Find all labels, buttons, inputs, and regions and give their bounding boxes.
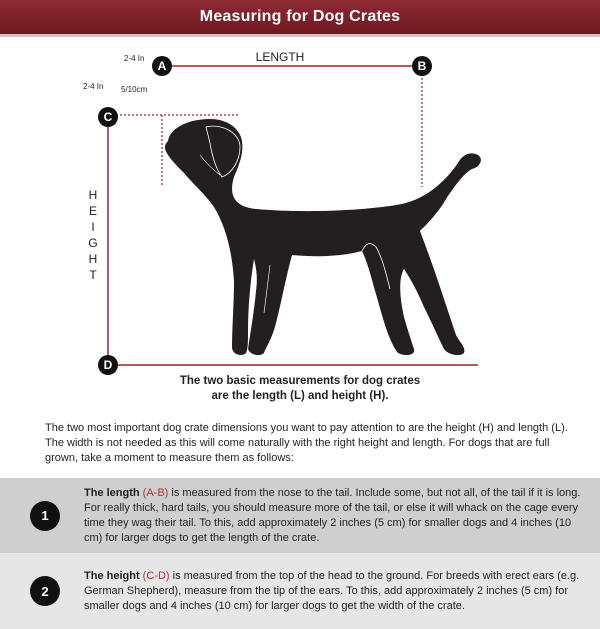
height-letter: I <box>91 220 95 234</box>
point-b-label: B <box>417 59 427 73</box>
point-a-marker <box>152 56 172 76</box>
height-letter: G <box>88 236 98 250</box>
offset-c-in-label: 2-4 In <box>83 82 104 91</box>
offset-a-label: 2-4 In <box>124 54 145 63</box>
length-label: LENGTH <box>255 50 305 64</box>
height-label <box>88 188 97 282</box>
page-title: Measuring for Dog Crates <box>199 8 401 25</box>
point-d-marker <box>98 355 118 375</box>
step-code: (C-D) <box>142 569 170 582</box>
point-d-label: D <box>103 358 113 372</box>
step-code: (A-B) <box>142 486 169 499</box>
height-letter: T <box>89 268 97 282</box>
point-a-label: A <box>157 59 167 73</box>
caption-line-2: are the length (L) and height (H). <box>211 390 389 402</box>
step-description <box>84 486 584 546</box>
height-letter: H <box>88 188 98 202</box>
caption-line-1: The two basic measurements for dog crates <box>179 375 421 387</box>
offset-c-cm-label: 5/10cm <box>121 85 148 94</box>
step-title: The height <box>84 569 140 582</box>
step-title: The length <box>84 486 140 499</box>
diagram-caption <box>0 374 600 404</box>
step-description <box>84 569 584 614</box>
step-body: is measured from the top of the head to the ground. For breeds with erect ears (e.g. German Shepherd), measure from the tip of the ears. To this, add approximately 2 inches (5 cm) for smaller dogs and 4 inches (10 cm) for larger dogs to get the width of the crate. <box>84 569 580 612</box>
step-number-badge: 2 <box>30 576 60 606</box>
point-b-marker <box>412 56 432 76</box>
step-number-badge: 1 <box>30 501 60 531</box>
intro-paragraph: The two most important dog crate dimensions you want to pay attention to are the height (H) and length (L). The width is not needed as this will come naturally with the right height and length. For dogs that are full grown, take a moment to measure them as follows: <box>45 422 568 464</box>
header-bar <box>0 0 600 34</box>
step-length <box>0 478 600 553</box>
height-letter: H <box>88 252 98 266</box>
step-body: is measured from the nose to the tail. Include some, but not all, of the tail if it is long. For really thick, hard tails, you should measure more of the tail, or else it will whack on the cage every time they wag their tail. To this, add approximately 2 inches (5 cm) for smaller dogs and 4 inches (10 cm) for larger dogs to get the length of the crate. <box>84 486 581 544</box>
crate-diagram <box>0 37 600 410</box>
height-letter: E <box>88 204 98 218</box>
dog-silhouette <box>165 119 481 355</box>
point-c-label: C <box>103 110 113 124</box>
point-c-marker <box>98 107 118 127</box>
step-height <box>0 553 600 629</box>
